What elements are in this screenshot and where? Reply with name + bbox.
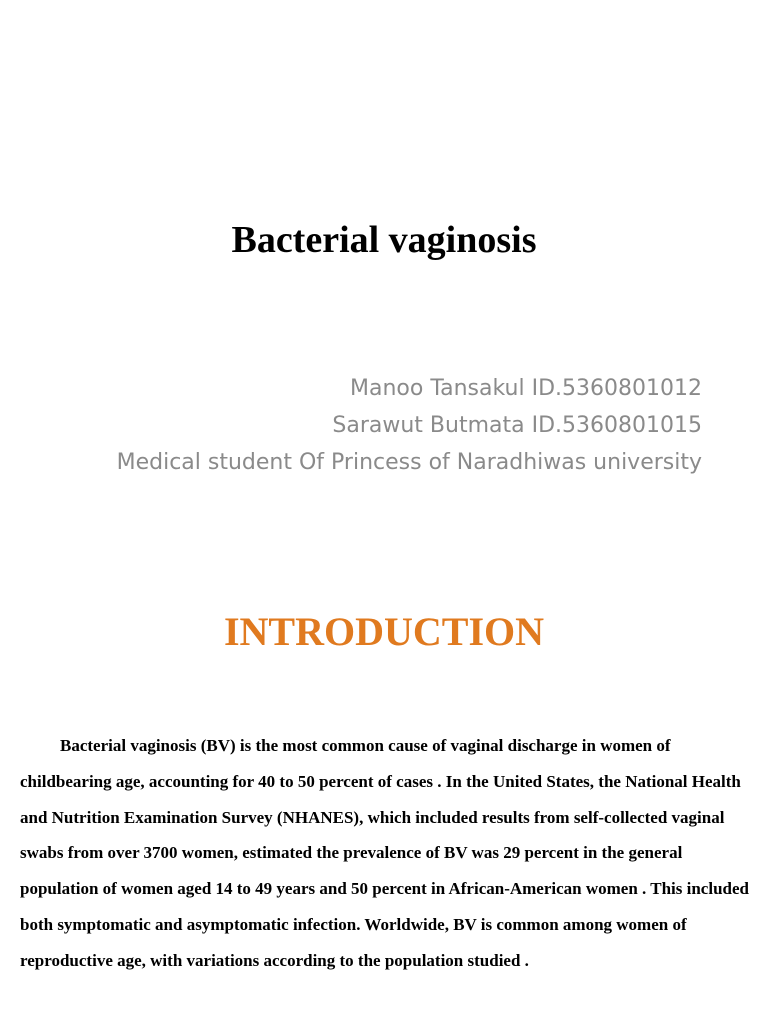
slide-title: Bacterial vaginosis [231, 219, 537, 261]
section-heading: INTRODUCTION [223, 609, 545, 654]
introduction-paragraph: Bacterial vaginosis (BV) is the most common cause of vaginal discharge in women of childbearing age, accounting for 40 to 50 percent of cases . In the United States, the National Health and Nutrition Examination Survey (NHANES), which included results from self-collected vaginal swabs from over 3700 women, estimated the prevalence of BV was 29 percent in the general population of women aged 14 to 49 years and 50 percent in African-American women . This included both symptomatic and asymptomatic infection. Worldwide, BV is common among women of reproductive age, with variations according to the population studied . [20, 736, 749, 970]
affiliation-line: Medical student Of Princess of Naradhiwas university [116, 450, 702, 475]
author-block [117, 370, 702, 481]
author-line-2: Sarawut Butmata ID.5360801015 [332, 413, 702, 438]
introduction-slide [0, 576, 768, 1024]
author-line-1: Manoo Tansakul ID.5360801012 [350, 376, 702, 401]
